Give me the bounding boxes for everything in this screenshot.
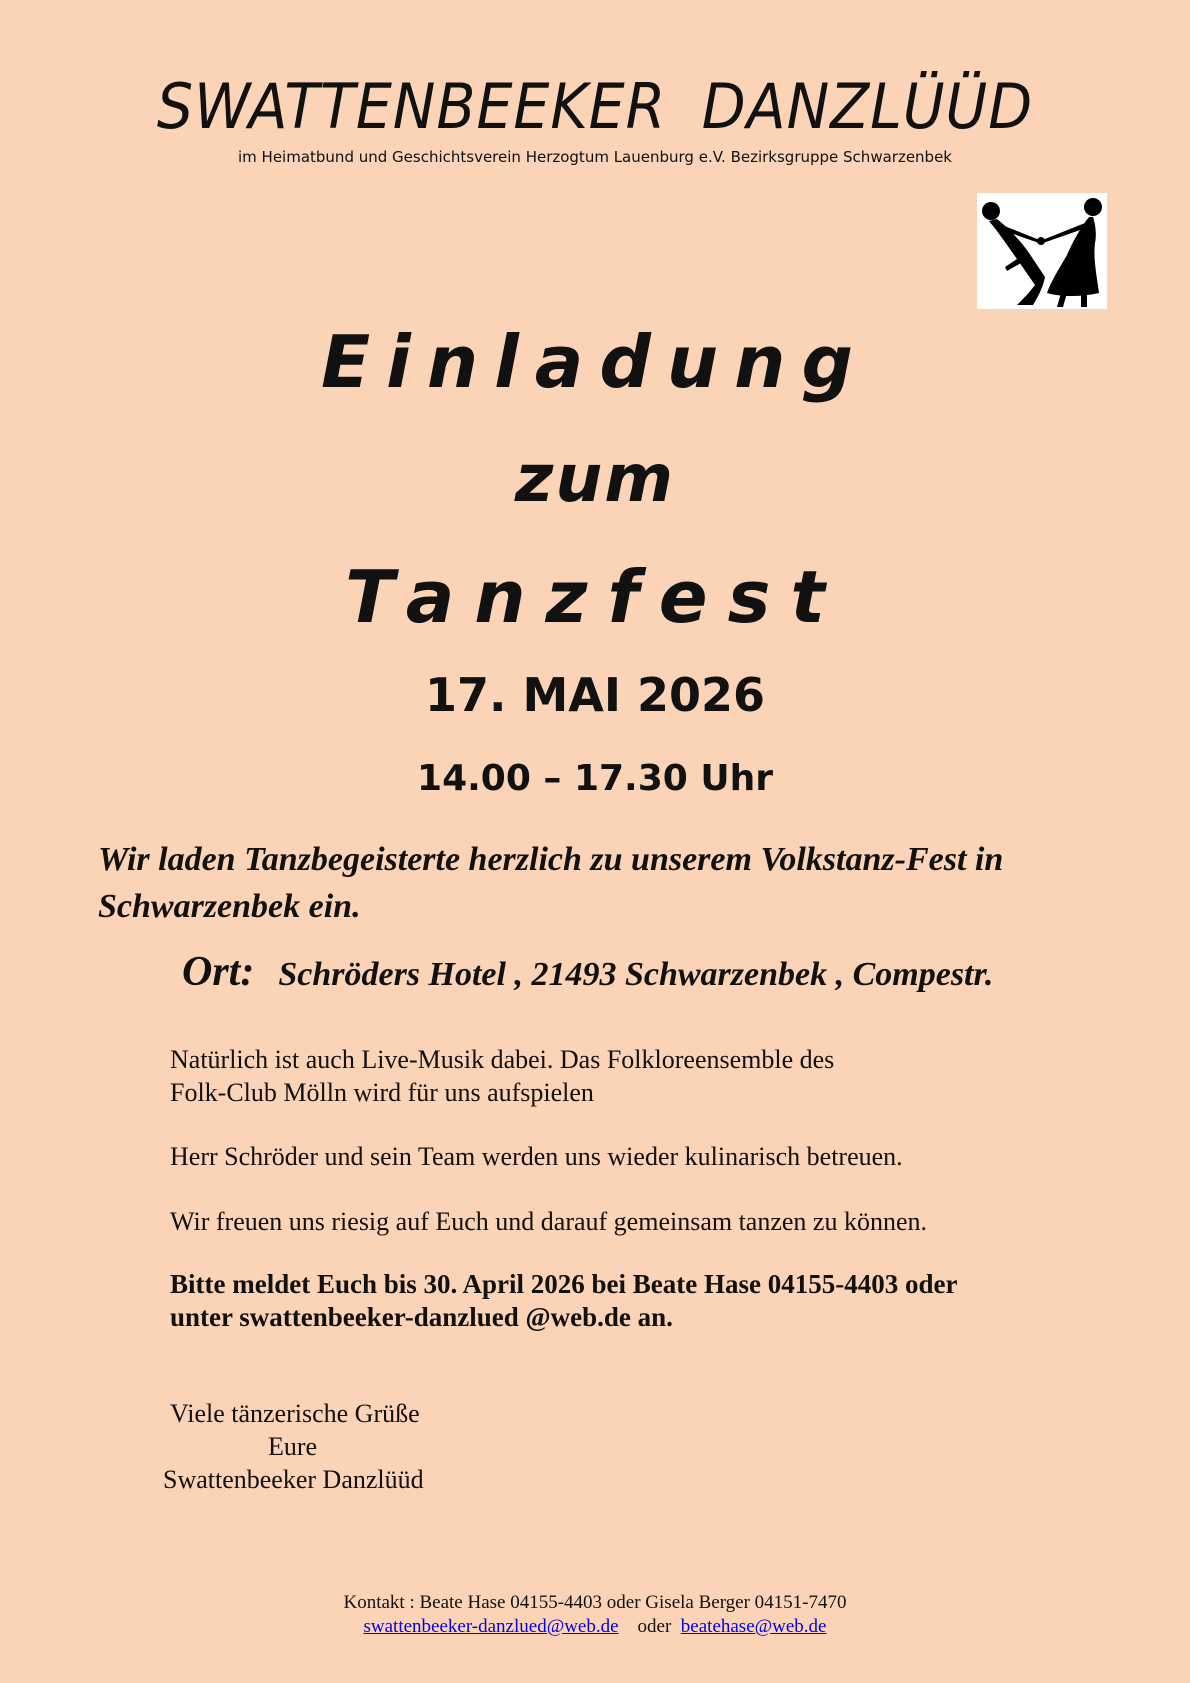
music-line-1: Natürlich ist auch Live-Musik dabei. Das Folkloreensemble des <box>170 1045 835 1074</box>
email-separator-text: oder <box>637 1616 672 1637</box>
intro-line-1: Wir laden Tanzbegeisterte herzlich zu unserem Volkstanz-Fest in <box>98 841 1004 878</box>
email-link-club[interactable]: swattenbeeker-danzlued@web.de <box>363 1616 619 1637</box>
invitation-word-tanzfest: Tanzfest <box>345 555 845 639</box>
email-link-beate[interactable]: beatehase@web.de <box>680 1616 827 1637</box>
footer-contact: Kontakt : Beate Hase 04155-4403 oder Gisela Berger 04151-7470 <box>343 1592 847 1613</box>
event-time: 14.00 – 17.30 Uhr <box>417 758 773 799</box>
club-title: SWATTENBEEKER DANZLÜÜD <box>156 70 1034 143</box>
club-subtitle: im Heimatbund und Geschichtsverein Herzogtum Lauenburg e.V. Bezirksgruppe Schwarzenbek <box>238 148 952 166</box>
registration-paragraph <box>170 1268 1070 1334</box>
music-line-2: Folk-Club Mölln wird für uns aufspielen <box>170 1078 594 1107</box>
intro-text <box>98 836 1098 930</box>
invitation-word-einladung: Einladung <box>321 320 869 404</box>
registration-line-2: unter swattenbeeker-danzlued @web.de an. <box>170 1302 673 1332</box>
footer-emails <box>0 1615 1190 1639</box>
event-date: 17. MAI 2026 <box>424 668 766 722</box>
dancing-couple-icon <box>977 193 1107 309</box>
location-label: Ort: <box>182 949 255 995</box>
location <box>182 948 993 996</box>
music-paragraph <box>170 1043 1070 1109</box>
joy-paragraph: Wir freuen uns riesig auf Euch und darauf gemeinsam tanzen zu können. <box>170 1207 928 1236</box>
location-value: Schröders Hotel , 21493 Schwarzenbek , Compestr. <box>278 956 994 993</box>
registration-line-1: Bitte meldet Euch bis 30. April 2026 bei Beate Hase 04155-4403 oder <box>170 1269 958 1299</box>
catering-paragraph: Herr Schröder und sein Team werden uns wieder kulinarisch betreuen. <box>170 1142 903 1171</box>
signature-club: Swattenbeeker Danzlüüd <box>163 1465 424 1494</box>
invitation-word-zum: zum <box>514 440 676 517</box>
email-separator <box>623 1616 676 1637</box>
signature-greeting: Viele tänzerische Grüße <box>170 1399 420 1428</box>
intro-line-2: Schwarzenbek ein. <box>98 888 361 925</box>
signature-eure: Eure <box>268 1432 318 1461</box>
